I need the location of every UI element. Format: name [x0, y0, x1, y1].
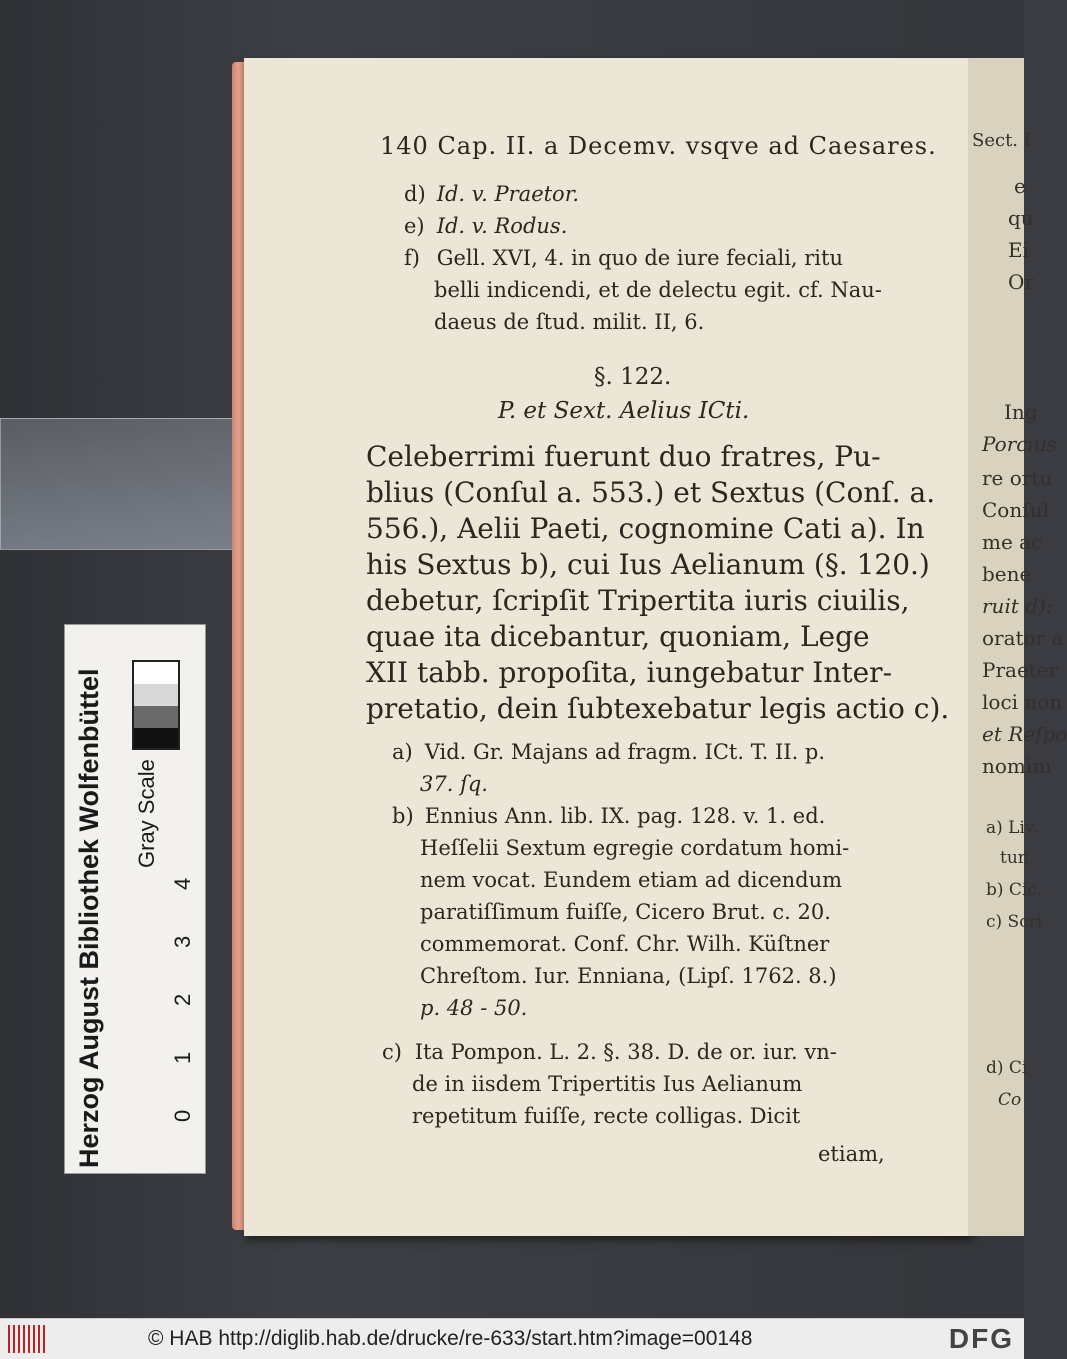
- facing-page-fragment: loci non: [982, 690, 1063, 714]
- footnote-line: repetitum fuiſſe, recte colligas. Dicit: [412, 1104, 801, 1128]
- facing-page-fragment: a) Liv.: [986, 818, 1038, 838]
- section-title: P. et Sext. Aelius ICti.: [498, 398, 750, 424]
- ruler-tick-3: 3: [170, 935, 195, 948]
- body-line: blius (Conſul a. 553.) et Sextus (Conſ. a.: [366, 476, 936, 509]
- ruler-tick-4: 4: [170, 877, 195, 890]
- facing-page-fragment: b) Cic.: [986, 880, 1043, 900]
- facing-page-fragment: et Reſpo: [982, 722, 1067, 746]
- footnote-line: de in iisdem Tripertitis Ius Aelianum: [412, 1072, 803, 1096]
- footnote-line: c) Ita Pompon. L. 2. §. 38. D. de or. iur. vn-: [382, 1040, 837, 1064]
- body-line: Celeberrimi fuerunt duo fratres, Pu-: [366, 440, 881, 473]
- body-line: 556.), Aelii Paeti, cognomine Cati a). In: [366, 512, 925, 545]
- footnote-line: belli indicendi, et de delectu egit. cf. Nau-: [434, 278, 882, 302]
- footnote-line: e) Id. v. Rodus.: [404, 214, 568, 238]
- facing-page-fragment: nomini: [982, 754, 1052, 778]
- footnote-line: b) Ennius Ann. lib. IX. pag. 128. v. 1. ed.: [392, 804, 826, 828]
- facing-page-fragment: Praeter: [982, 658, 1059, 682]
- body-line: his Sextus b), cui Ius Aelianum (§. 120.): [366, 548, 930, 581]
- facing-page-fragment: Ing: [1004, 400, 1038, 424]
- footnote-line: p. 48 - 50.: [420, 996, 528, 1020]
- viewer-footer: [0, 1318, 1024, 1359]
- facing-page-fragment: Porcius: [982, 432, 1057, 456]
- facing-page-fragment: tur,: [1000, 848, 1030, 868]
- body-line: pretatio, dein ſubtexebatur legis actio c).: [366, 692, 950, 725]
- facing-page-fragment: Conſul: [982, 498, 1049, 522]
- footnote-line: 37. ſq.: [420, 772, 488, 796]
- facing-page-fragment: me ac: [982, 530, 1043, 554]
- footnote-line: f) Gell. XVI, 4. in quo de iure feciali, ritu: [404, 246, 843, 270]
- facing-page-fragment: e: [1014, 174, 1026, 198]
- facing-page-fragment: bene: [982, 562, 1032, 586]
- dfg-logo: DFG: [948, 1323, 1014, 1354]
- facing-page-fragment: c) Scri: [986, 912, 1043, 932]
- facing-page-fragment: ruit d):: [982, 594, 1053, 618]
- facing-page: [968, 58, 1067, 1236]
- facing-page-fragment: Or: [1008, 270, 1034, 294]
- facing-page-fragment: Sect. I: [972, 130, 1031, 151]
- footnote-line: daeus de ſtud. milit. II, 6.: [434, 310, 705, 334]
- facing-page-fragment: Co: [998, 1090, 1022, 1110]
- running-head: 140 Cap. II. a Decemv. vsqve ad Caesares.: [380, 132, 937, 160]
- facing-page-fragment: re ortu: [982, 466, 1053, 490]
- footnote-line: Chreſtom. Iur. Enniana, (Lipſ. 1762. 8.): [420, 964, 837, 988]
- footnote-line: paratiſſimum fuiſſe, Cicero Brut. c. 20.: [420, 900, 831, 924]
- footnote-line: Heſſelii Sextum egregie cordatum homi-: [420, 836, 850, 860]
- body-line: XII tabb. propoſita, iungebatur Inter-: [366, 656, 893, 689]
- footer-credit-link[interactable]: © HAB http://diglib.hab.de/drucke/re-633/start.htm?image=00148: [148, 1327, 753, 1350]
- ruler-scale-label: Gray Scale: [134, 759, 159, 868]
- ruler-institution-label: Herzog August Bibliothek Wolfenbüttel: [74, 668, 104, 1168]
- section-number: §. 122.: [594, 364, 672, 390]
- footnote-line: nem vocat. Eundem etiam ad dicendum: [420, 868, 843, 892]
- barcode-icon: [8, 1325, 48, 1353]
- footnote-line: commemorat. Conf. Chr. Wilh. Küſtner: [420, 932, 830, 956]
- footnote-line: d) Id. v. Praetor.: [404, 182, 580, 206]
- ruler-tick-2: 2: [170, 993, 195, 1006]
- ruler-tick-1: 1: [170, 1051, 195, 1064]
- body-line: quae ita dicebantur, quoniam, Lege: [366, 620, 870, 653]
- facing-page-fragment: d) Ci: [986, 1058, 1028, 1078]
- ruler-tick-0: 0: [170, 1109, 195, 1122]
- catchword: etiam,: [818, 1142, 885, 1166]
- footnote-line: a) Vid. Gr. Majans ad fragm. ICt. T. II. p.: [392, 740, 826, 764]
- facing-page-fragment: Ei: [1008, 238, 1029, 262]
- facing-page-fragment: qu: [1008, 206, 1034, 230]
- facing-page-fragment: orator a: [982, 626, 1064, 650]
- body-line: debetur, ſcripſit Tripertita iuris ciuilis,: [366, 584, 910, 617]
